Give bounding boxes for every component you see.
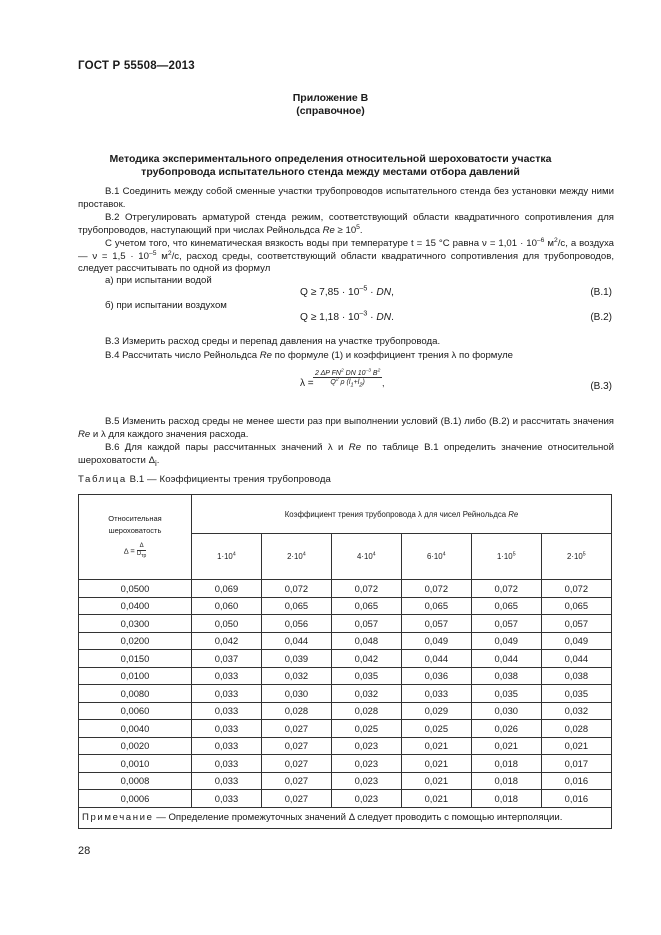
friction-coefficient-cell: 0,035 [331, 667, 401, 685]
friction-coefficient-cell: 0,018 [471, 772, 541, 790]
paragraph-b1: В.1 Соединить между собой сменные участки трубопроводов испытательного стенда без установки между ними проставок. [78, 186, 614, 210]
friction-coefficient-cell: 0,044 [541, 650, 611, 668]
method-title: Методика экспериментального определения относительной шероховатости участка трубопровода испытательного стенда между местами отбора давлений [109, 153, 552, 178]
case-water-label: а) при испытании водой [105, 275, 212, 286]
table-row [79, 720, 612, 738]
friction-coefficient-cell: 0,037 [192, 650, 262, 668]
standard-code: ГОСТ Р 55508—2013 [78, 60, 195, 72]
friction-coefficient-cell: 0,033 [192, 702, 262, 720]
friction-coefficient-cell: 0,044 [261, 632, 331, 650]
friction-coefficient-cell: 0,039 [261, 650, 331, 668]
roughness-cell: 0,0500 [79, 580, 192, 598]
roughness-cell: 0,0020 [79, 737, 192, 755]
page-number: 28 [78, 845, 91, 857]
roughness-cell: 0,0060 [79, 702, 192, 720]
paragraph-b6: В.6 Для каждой пары рассчитанных значений λ и Re по таблице В.1 определить значение относительной шероховатости $\Delta_i$. [78, 442, 615, 468]
friction-coefficient-cell: 0,057 [331, 615, 401, 633]
friction-coefficient-cell: 0,049 [401, 632, 471, 650]
friction-coefficient-cell: 0,027 [261, 737, 331, 755]
reynolds-column-header: $1\cdot 10^4$ [192, 534, 262, 580]
roughness-cell: 0,0400 [79, 597, 192, 615]
table-row [79, 650, 612, 668]
friction-coefficient-cell: 0,016 [541, 790, 611, 808]
table-row [79, 615, 612, 633]
friction-coefficient-cell: 0,072 [261, 580, 331, 598]
friction-coefficient-cell: 0,028 [541, 720, 611, 738]
friction-coefficient-cell: 0,027 [261, 755, 331, 773]
roughness-cell: 0,0006 [79, 790, 192, 808]
friction-coefficient-cell: 0,028 [261, 702, 331, 720]
friction-coefficient-cell: 0,035 [471, 685, 541, 703]
friction-coefficient-cell: 0,017 [541, 755, 611, 773]
friction-coefficient-cell: 0,036 [401, 667, 471, 685]
friction-coefficient-cell: 0,021 [471, 737, 541, 755]
equation-number-b2: (В.2) [590, 312, 612, 323]
table-row [79, 632, 612, 650]
roughness-cell: 0,0300 [79, 615, 192, 633]
reynolds-group-header: Коэффициент трения трубопровода λ для чисел Рейнольдса Re [192, 495, 612, 534]
reynolds-column-header: $2\cdot 10^5$ [541, 534, 611, 580]
formula-b3-comma: , [382, 378, 385, 388]
roughness-cell: 0,0080 [79, 685, 192, 703]
friction-coefficient-cell: 0,072 [401, 580, 471, 598]
friction-coefficient-cell: 0,032 [541, 702, 611, 720]
friction-coefficient-cell: 0,044 [401, 650, 471, 668]
table-row [79, 772, 612, 790]
friction-coefficient-cell: 0,038 [541, 667, 611, 685]
friction-coefficient-cell: 0,056 [261, 615, 331, 633]
appendix-subtitle: (справочное) [296, 105, 365, 117]
friction-coefficient-cell: 0,033 [192, 790, 262, 808]
friction-coefficient-cell: 0,018 [471, 790, 541, 808]
friction-coefficient-cell: 0,025 [331, 720, 401, 738]
friction-coefficient-cell: 0,021 [401, 790, 471, 808]
friction-coefficient-cell: 0,057 [471, 615, 541, 633]
friction-coefficient-cell: 0,025 [401, 720, 471, 738]
friction-coefficient-cell: 0,057 [541, 615, 611, 633]
friction-coefficient-cell: 0,048 [331, 632, 401, 650]
relative-roughness-formula: Δ = $\frac{\Delta}{D_{тр}}$ [123, 543, 147, 560]
friction-coefficient-cell: 0,033 [192, 685, 262, 703]
friction-coefficient-cell: 0,033 [192, 667, 262, 685]
roughness-cell: 0,0010 [79, 755, 192, 773]
friction-coefficient-cell: 0,072 [331, 580, 401, 598]
friction-coefficient-cell: 0,030 [471, 702, 541, 720]
reynolds-column-header: $4\cdot 10^4$ [331, 534, 401, 580]
formula-b2: $Q \ge 1,18 \cdot 10^{-3}$ · DN. [300, 309, 394, 323]
friction-coefficient-cell: 0,065 [401, 597, 471, 615]
friction-coefficient-cell: 0,021 [401, 772, 471, 790]
friction-coefficient-cell: 0,032 [261, 667, 331, 685]
table-row [79, 702, 612, 720]
friction-coefficient-cell: 0,027 [261, 790, 331, 808]
reynolds-column-header: $1\cdot 10^5$ [471, 534, 541, 580]
roughness-cell: 0,0150 [79, 650, 192, 668]
friction-coefficient-cell: 0,050 [192, 615, 262, 633]
relative-roughness-header: Относительная шероховатость Δ = $\frac{\Delta}{D_{тр}}$ [79, 495, 192, 580]
friction-coefficient-cell: 0,065 [471, 597, 541, 615]
table-note: Примечание — Определение промежуточных значений Δ следует проводить с помощью интерполяции. [79, 807, 612, 828]
friction-coefficient-cell: 0,018 [471, 755, 541, 773]
friction-coefficient-table [78, 494, 612, 829]
friction-coefficient-cell: 0,038 [471, 667, 541, 685]
friction-coefficient-cell: 0,023 [331, 737, 401, 755]
friction-coefficient-cell: 0,033 [401, 685, 471, 703]
roughness-cell: 0,0008 [79, 772, 192, 790]
friction-coefficient-cell: 0,044 [471, 650, 541, 668]
friction-coefficient-cell: 0,027 [261, 720, 331, 738]
friction-coefficient-cell: 0,028 [331, 702, 401, 720]
table-caption: Таблица В.1 — Коэффициенты трения трубопровода [78, 474, 331, 485]
friction-coefficient-cell: 0,033 [192, 772, 262, 790]
friction-coefficient-cell: 0,023 [331, 755, 401, 773]
friction-coefficient-cell: 0,021 [401, 755, 471, 773]
friction-coefficient-cell: 0,049 [471, 632, 541, 650]
friction-coefficient-cell: 0,027 [261, 772, 331, 790]
friction-coefficient-cell: 0,023 [331, 772, 401, 790]
equation-number-b3: (В.3) [590, 381, 612, 392]
formula-b3-lhs: λ = [300, 378, 314, 389]
friction-coefficient-cell: 0,042 [192, 632, 262, 650]
table-row [79, 667, 612, 685]
friction-coefficient-cell: 0,065 [541, 597, 611, 615]
friction-coefficient-cell: 0,016 [541, 772, 611, 790]
paragraph-viscosity: С учетом того, что кинематическая вязкость воды при температуре t = 15 °С равна $\nu = 1,01 \cdot 10^{-6}$ $м^2/с$, а воздуха — $\nu = 1,5 \cdot 10^{-5}$ $м^2/с$, расход среды, соответствующий области квадратичного сопротивления для трубопроводов, следует рассчитывать по одной из формул [78, 236, 614, 275]
friction-coefficient-cell: 0,072 [541, 580, 611, 598]
roughness-cell: 0,0200 [79, 632, 192, 650]
roughness-cell: 0,0040 [79, 720, 192, 738]
paragraph-b3: В.3 Измерить расход среды и перепад давления на участке трубопровода. [105, 336, 441, 347]
friction-coefficient-cell: 0,023 [331, 790, 401, 808]
formula-b3-fraction [313, 370, 382, 388]
reynolds-column-header: $2\cdot 10^4$ [261, 534, 331, 580]
equation-number-b1: (В.1) [590, 287, 612, 298]
friction-coefficient-cell: 0,065 [331, 597, 401, 615]
friction-coefficient-cell: 0,033 [192, 755, 262, 773]
friction-coefficient-cell: 0,069 [192, 580, 262, 598]
table-row [79, 790, 612, 808]
friction-coefficient-cell: 0,065 [261, 597, 331, 615]
friction-coefficient-cell: 0,049 [541, 632, 611, 650]
table-row [79, 685, 612, 703]
friction-coefficient-cell: 0,032 [331, 685, 401, 703]
friction-coefficient-cell: 0,029 [401, 702, 471, 720]
formula-b3-numerator: 2 ΔP $FN^2$ DN $10^{-3}$ $B^2$ [315, 368, 381, 377]
friction-coefficient-cell: 0,033 [192, 737, 262, 755]
formula-b3-denominator: $Q^2$ ρ $(l_1+l_2)$ [330, 377, 365, 389]
friction-coefficient-cell: 0,060 [192, 597, 262, 615]
paragraph-b5: В.5 Изменить расход среды не менее шести раз при выполнении условий (В.1) либо (В.2) и рассчитать значения Re и λ для каждого значения расхода. [78, 416, 614, 440]
formula-b1: $Q \ge 7,85 \cdot 10^{-5}$ · DN, [300, 284, 394, 298]
reynolds-column-header: $6\cdot 10^4$ [401, 534, 471, 580]
friction-coefficient-cell: 0,021 [541, 737, 611, 755]
paragraph-b2: В.2 Отрегулировать арматурой стенда режим, соответствующий области квадратичного сопротивления для трубопроводов, наступающий при числах Рейнольдса $Re \ge 10^5$. [78, 212, 614, 236]
friction-coefficient-cell: 0,072 [471, 580, 541, 598]
appendix-title: Приложение В [292, 92, 369, 104]
paragraph-b4: В.4 Рассчитать число Рейнольдса Re по формуле (1) и коэффициент трения λ по формуле [105, 350, 514, 361]
table-row [79, 737, 612, 755]
roughness-cell: 0,0100 [79, 667, 192, 685]
friction-coefficient-cell: 0,057 [401, 615, 471, 633]
friction-coefficient-cell: 0,042 [331, 650, 401, 668]
table-row [79, 580, 612, 598]
friction-coefficient-cell: 0,035 [541, 685, 611, 703]
case-air-label: б) при испытании воздухом [105, 300, 227, 311]
table-row [79, 755, 612, 773]
friction-coefficient-cell: 0,030 [261, 685, 331, 703]
friction-coefficient-cell: 0,033 [192, 720, 262, 738]
table-row [79, 597, 612, 615]
friction-coefficient-cell: 0,021 [401, 737, 471, 755]
friction-coefficient-cell: 0,026 [471, 720, 541, 738]
